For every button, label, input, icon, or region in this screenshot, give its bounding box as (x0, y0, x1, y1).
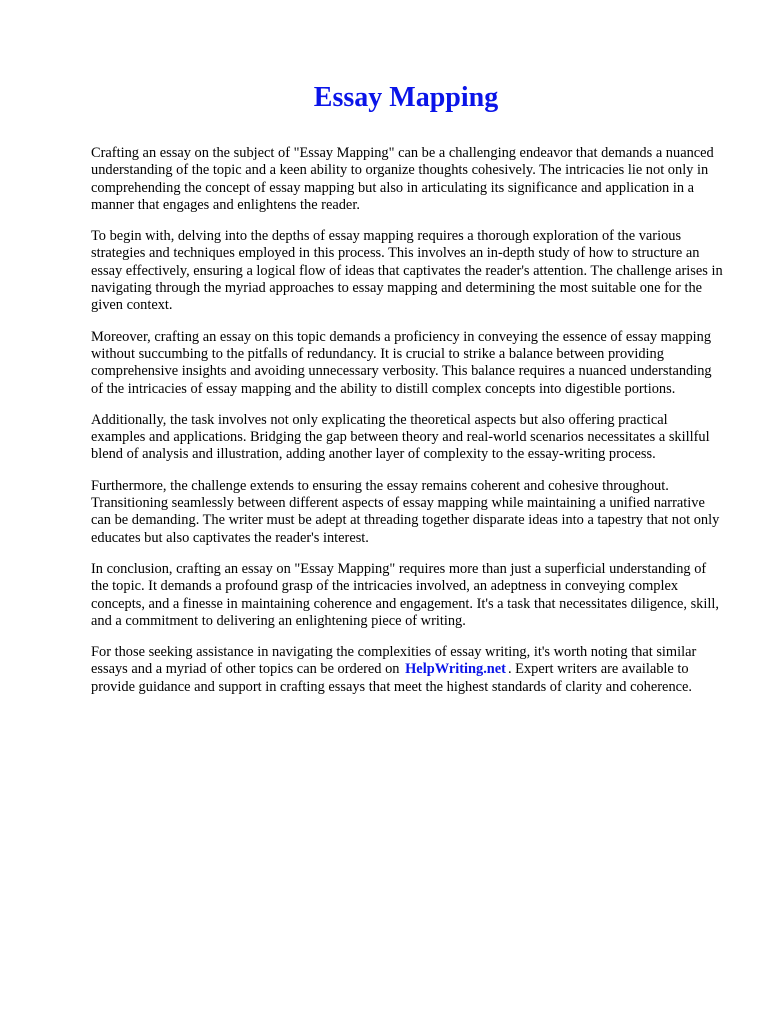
helpwriting-link[interactable]: HelpWriting.net (405, 661, 506, 678)
closing-text-before-link: For those seeking assistance in navigating the complexities of essay writing, it's worth noting that similar essays and a myriad of other topics can be ordered on (91, 644, 697, 678)
paragraph-1: Crafting an essay on the subject of "Essay Mapping" can be a challenging endeavor that demands a nuanced understanding of the topic and a keen ability to organize thoughts cohesively. The intricacies lie not only in comprehending the concept of essay mapping but also in articulating its significance and application in a manner that engages and enlightens the reader. (91, 145, 714, 213)
paragraph-6: In conclusion, crafting an essay on "Essay Mapping" requires more than just a superficial understanding of the topic. It demands a profound grasp of the intricacies involved, an adeptness in conveying complex concepts, and a finesse in maintaining coherence and engagement. It's a task that necessitates diligence, skill, and a commitment to delivering an enlightening piece of writing. (91, 560, 719, 629)
paragraph-4: Additionally, the task involves not only explicating the theoretical aspects but also offering practical examples and applications. Bridging the gap between theory and real-world scenarios necessitates a skillful blend of analysis and illustration, adding another layer of complexity to the essay-writing process. (91, 411, 710, 463)
closing-paragraph (91, 644, 723, 696)
paragraph-2: To begin with, delving into the depths of essay mapping requires a thorough exploration of the various strategies and techniques employed in this process. This involves an in-depth study of how to structure an essay effectively, ensuring a logical flow of ideas that captivates the reader's attention. The challenge arises in navigating through the myriad approaches to essay mapping and determining the most suitable one for the given context. (91, 228, 723, 314)
closing-text-after-link: . Expert writers are available to provide guidance and support in crafting essays that meet the highest standards of clarity and coherence. (91, 661, 693, 695)
paragraph-3: Moreover, crafting an essay on this topic demands a proficiency in conveying the essence of essay mapping without succumbing to the pitfalls of redundancy. It is crucial to strike a balance between providing comprehensive insights and avoiding unnecessary verbosity. This balance requires a nuanced understanding of the intricacies of essay mapping and the ability to distill complex concepts into digestible portions. (91, 328, 712, 397)
essay-body (91, 145, 723, 710)
page-title: Essay Mapping (313, 82, 499, 113)
paragraph-5: Furthermore, the challenge extends to ensuring the essay remains coherent and cohesive throughout. Transitioning seamlessly between different aspects of essay mapping while maintaining a unified narrative can be demanding. The writer must be adept at threading together disparate ideas into a tapestry that not only educates but also captivates the reader's interest. (91, 477, 720, 546)
